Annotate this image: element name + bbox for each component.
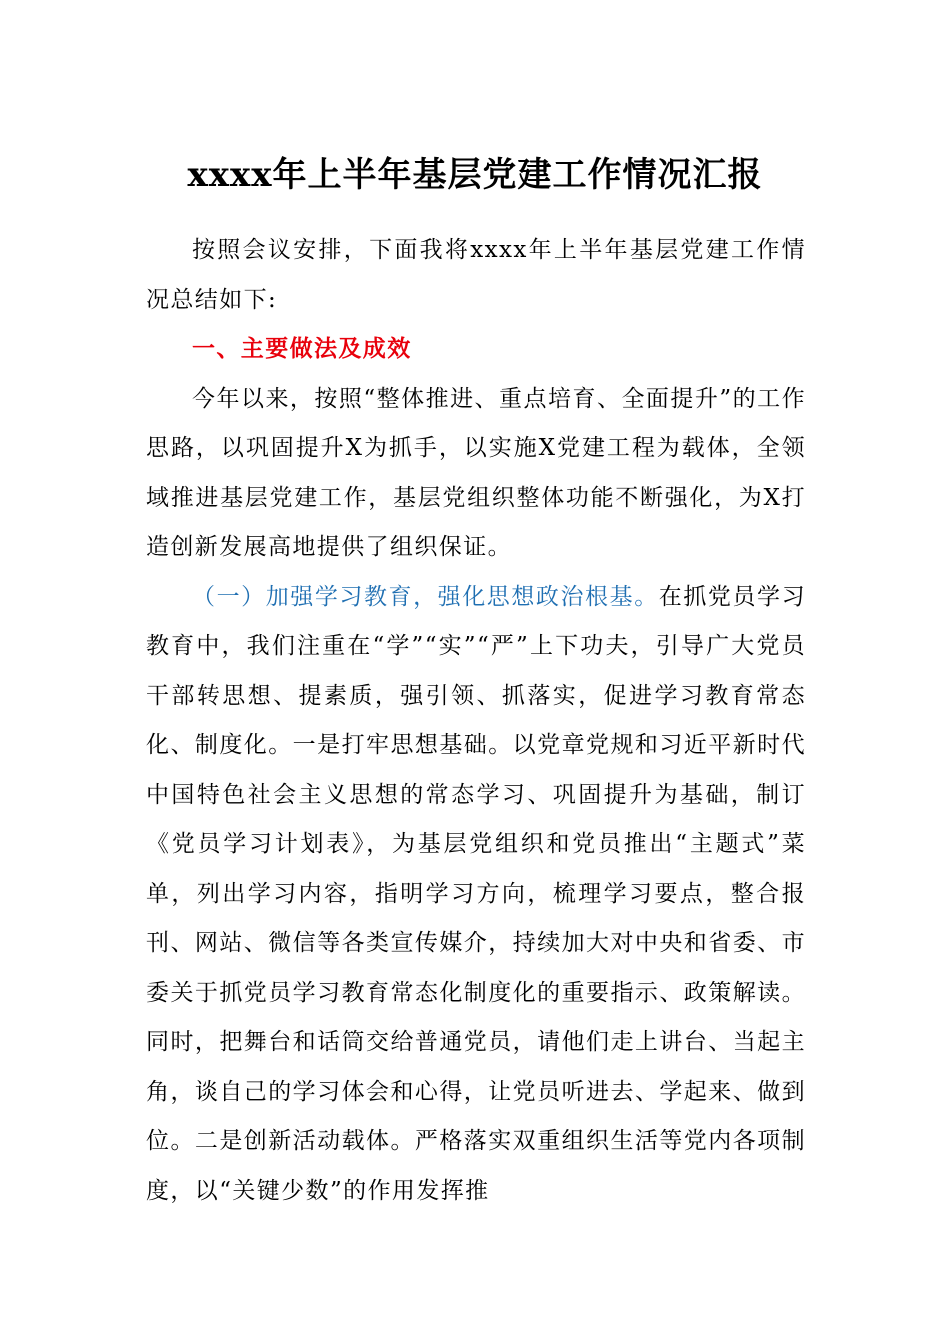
subsection-heading-1: （一）加强学习教育，强化思想政治根基。: [192, 583, 659, 610]
subsection-1-paragraph: [146, 573, 806, 1217]
document-body: [146, 226, 806, 1216]
section-heading-1: 一、主要做法及成效: [192, 336, 412, 362]
section-1-paragraph: 今年以来，按照“整体推进、重点培育、全面提升”的工作思路，以巩固提升X为抓手，以实施X党建工程为载体，全领域推进基层党建工作，基层党组织整体功能不断强化，为X打造创新发展高地提供了组织保证。: [146, 385, 806, 560]
subsection-1-text: 在抓党员学习教育中，我们注重在“学”“实”“严”上下功夫，引导广大党员干部转思想、提素质，强引领、抓落实，促进学习教育常态化、制度化。一是打牢思想基础。以党章党规和习近平新时代中国特色社会主义思想的常态学习、巩固提升为基础，制订《党员学习计划表》，为基层党组织和党员推出“主题式”菜单，列出学习内容，指明学习方向，梳理学习要点，整合报刊、网站、微信等各类宣传媒介，持续加大对中央和省委、市委关于抓党员学习教育常态化制度化的重要指示、政策解读。同时，把舞台和话筒交给普通党员，请他们走上讲台、当起主角，谈自己的学习体会和心得，让党员听进去、学起来、做到位。二是创新活动载体。严格落实双重组织生活等党内各项制度，以“关键少数”的作用发挥推: [146, 583, 806, 1204]
intro-paragraph: 按照会议安排，下面我将xxxx年上半年基层党建工作情况总结如下:: [146, 237, 806, 313]
document-title: xxxx年上半年基层党建工作情况汇报: [187, 155, 763, 195]
